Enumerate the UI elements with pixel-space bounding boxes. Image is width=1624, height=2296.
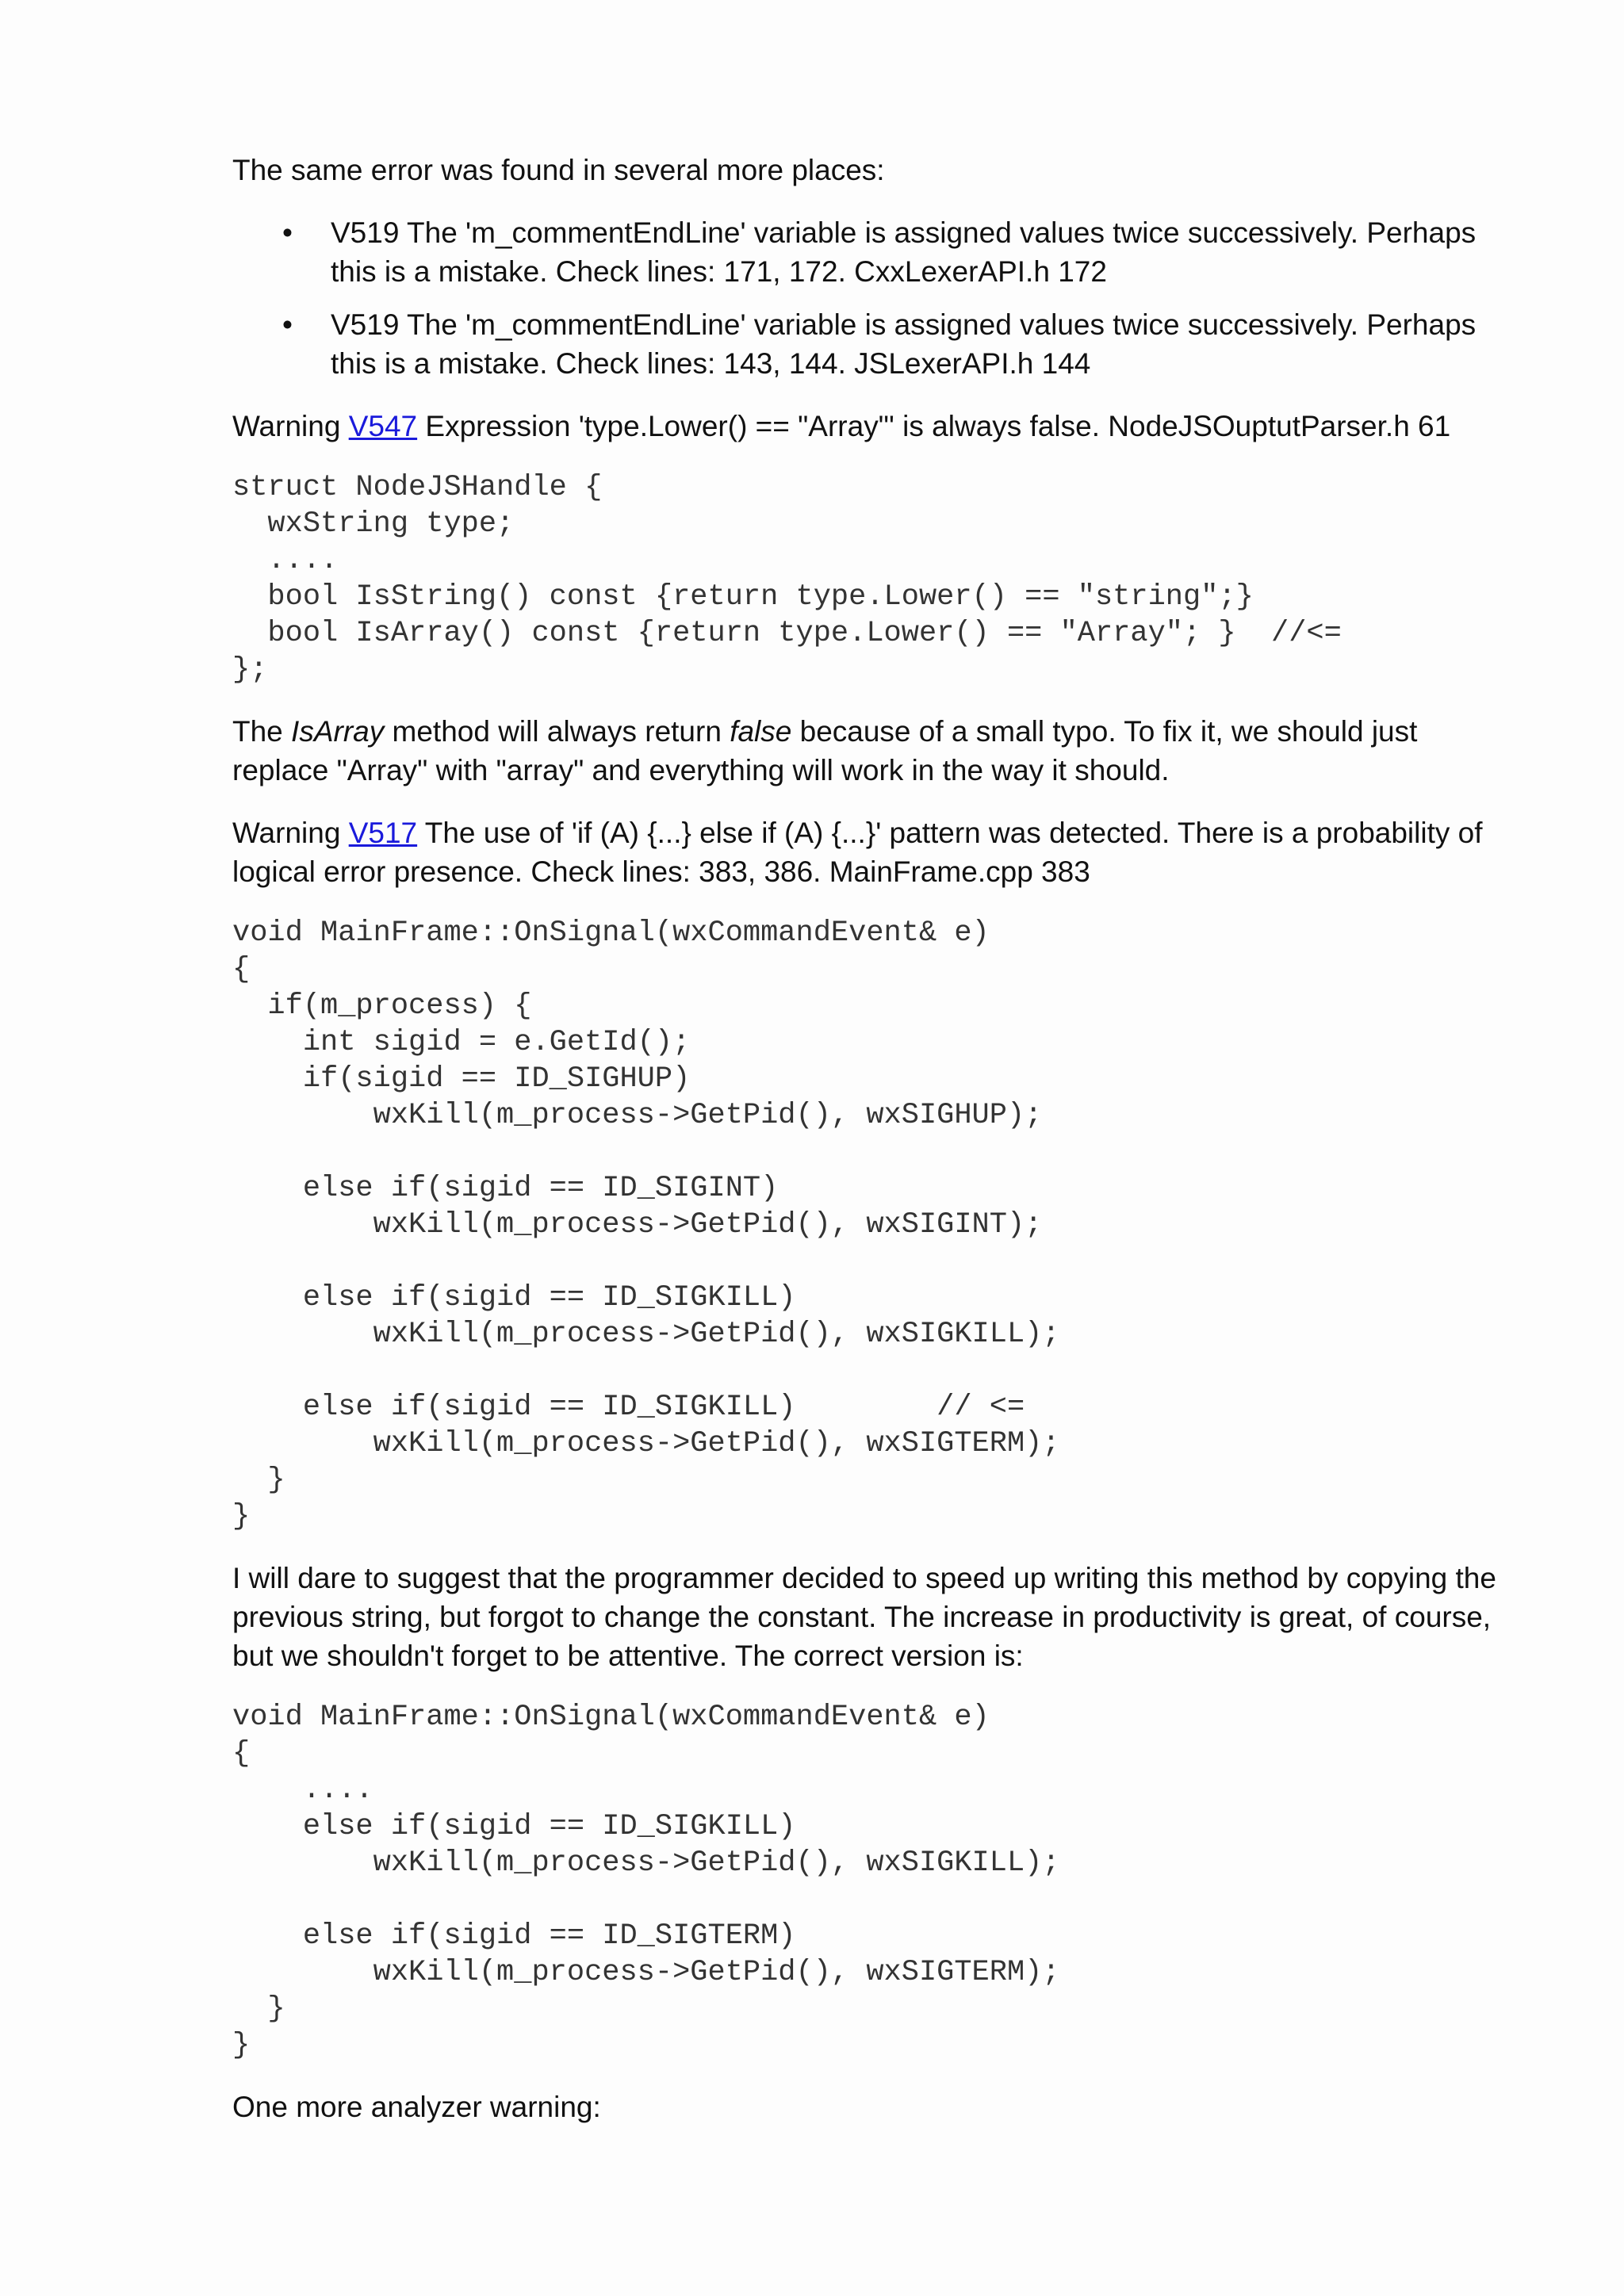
isarray-explanation: [232, 712, 1501, 790]
more-warning-paragraph: One more analyzer warning:: [232, 2091, 601, 2123]
emphasis-isarray: IsArray: [291, 715, 385, 748]
code-block-nodejs-handle: struct NodeJSHandle { wxString type; .... bool IsString() const {return type.Lower() == "string";} bool IsArray() const {return type.Lower() == "Array"; } //<= };: [232, 471, 1342, 687]
intro-paragraph: The same error was found in several more places:: [232, 154, 885, 186]
code-block-onsignal-buggy: void MainFrame::OnSignal(wxCommandEvent& e) { if(m_process) { int sigid = e.GetId(); if(sigid == ID_SIGHUP) wxKill(m_process->GetPid(), wxSIGHUP); else if(sigid == ID_SIGINT) wxKill(m_process->GetPid(), wxSIGINT); else if(sigid == ID_SIGKILL) wxKill(m_process->GetPid(), wxSIGKILL); else if(sigid == ID_SIGKILL) // <= wxKill(m_process->GetPid(), wxSIGTERM); } }: [232, 916, 1060, 1533]
list-item-text: V519 The 'm_commentEndLine' variable is assigned values twice successively. Perhaps this is a mistake. Check lines: 171, 172. CxxLexerAPI.h 172: [331, 216, 1477, 288]
list-item-text: V519 The 'm_commentEndLine' variable is assigned values twice successively. Perhaps this is a mistake. Check lines: 143, 144. JSLexerAPI.h 144: [331, 308, 1477, 380]
emphasis-false: false: [730, 715, 792, 748]
warning-v547: [232, 407, 1501, 446]
v517-link[interactable]: V517: [348, 817, 418, 849]
v547-link[interactable]: V547: [348, 410, 418, 442]
list-item: [232, 305, 1501, 383]
warning-prefix: Warning: [232, 817, 349, 849]
text-run: because of a small typo. To fix it, we should just replace "Array" with "array" and everything will work in the way it should.: [232, 715, 1418, 786]
warning-list: [232, 213, 1501, 383]
warning-prefix: Warning: [232, 410, 349, 442]
text-run: The: [232, 715, 292, 748]
bullet-icon: •: [282, 216, 293, 249]
list-item: [232, 213, 1501, 291]
suggestion-paragraph: I will dare to suggest that the programmer decided to speed up writing this method by copying the previous string, but forgot to change the constant. The increase in productivity is great, of course, but we shouldn't forget to be attentive. The correct version is:: [232, 1562, 1496, 1672]
code-block-onsignal-fixed: void MainFrame::OnSignal(wxCommandEvent& e) { .... else if(sigid == ID_SIGKILL) wxKill(m_process->GetPid(), wxSIGKILL); else if(sigid == ID_SIGTERM) wxKill(m_process->GetPid(), wxSIGTERM); } }: [232, 1701, 1060, 2062]
document-page: [232, 151, 1501, 2150]
warning-v517: [232, 813, 1501, 891]
text-run: method will always return: [384, 715, 730, 748]
bullet-icon: •: [282, 308, 293, 341]
warning-text: Expression 'type.Lower() == "Array"' is always false. NodeJSOuptutParser.h 61: [417, 410, 1451, 442]
warning-text: The use of 'if (A) {...} else if (A) {...}' pattern was detected. There is a probability of logical error presence. Check lines: 383, 386. MainFrame.cpp 383: [232, 817, 1483, 888]
